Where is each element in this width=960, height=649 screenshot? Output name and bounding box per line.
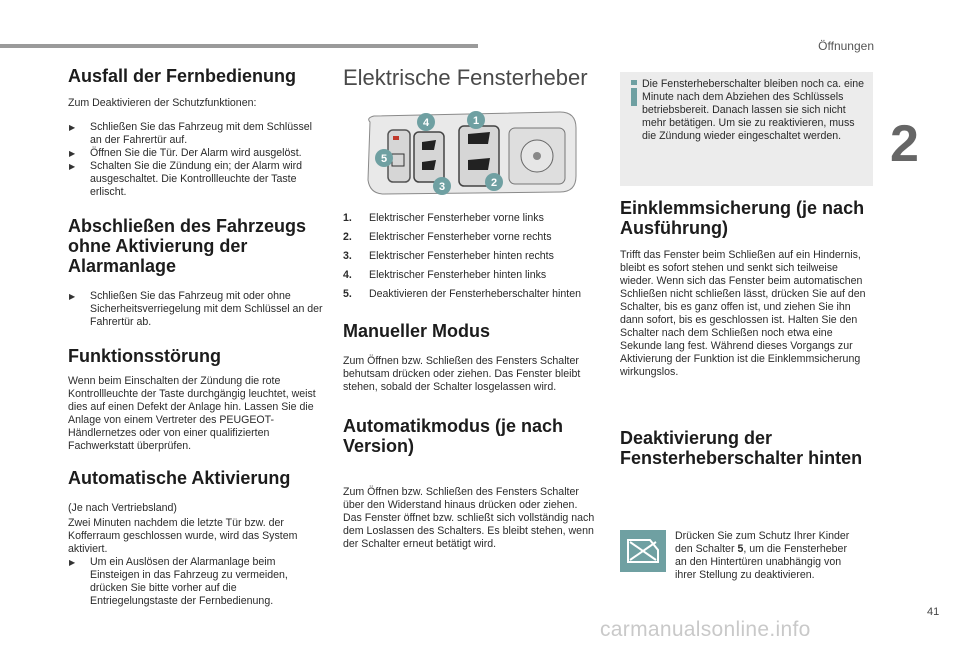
watermark: carmanualsonline.info bbox=[600, 618, 811, 641]
info-icon bbox=[628, 80, 640, 106]
window-switch-figure bbox=[364, 110, 578, 200]
paragraph: Drücken Sie zum Schutz Ihrer Kinder den Schalter 5, um die Fensterheber an den Hintertüren unabhängig von ihrer Stellung zu deaktivieren. bbox=[675, 530, 850, 581]
heading-rear-deactivation: Deaktivierung der Fensterheberschalter hinten bbox=[620, 428, 863, 468]
callout-4: 4 bbox=[422, 117, 430, 129]
heading-power-windows: Elektrische Fensterheber bbox=[343, 65, 588, 90]
bullet-list bbox=[68, 290, 326, 329]
heading-lock-without-alarm: Abschließen des Fahrzeugs ohne Aktivierung der Alarmanlage bbox=[68, 216, 307, 276]
paragraph: Trifft das Fenster beim Schließen auf ein Hindernis, bleibt es sofort stehen und senkt sich teilweise wieder. Wenn sich das Fenster beim automatischen Schließen nicht schließen lässt, drücken Sie auf den Schalter, bis es ganz offen ist, und ziehen Sie ihn dann sofort, bis es geschlossen ist. Halten Sie den Schalter nach dem Schließen noch etwa eine Sekunde lang fest. Während dieses Vorgangs zur Aktivierung der Funktion ist die Einklemmsicherung wirkungslos. bbox=[620, 249, 866, 378]
column-right bbox=[620, 198, 874, 468]
paragraph: Wenn beim Einschalten der Zündung die rote Kontrollleuchte der Taste durchgängig leuchtet, weist dies auf einen Defekt der Anlage hin. Lassen Sie die Anlage von einem Vertreter des PEUGEOT-Händlernetzes oder von einer qualifizierten Fachwerkstatt überprüfen. bbox=[68, 375, 316, 452]
chapter-number: 2 bbox=[890, 115, 919, 173]
list-item: ▶ Öffnen Sie die Tür. Der Alarm wird ausgelöst. bbox=[68, 147, 326, 160]
heading-malfunction: Funktionsstörung bbox=[68, 346, 221, 366]
list-item: ▶ Schließen Sie das Fahrzeug mit oder ohne Sicherheitsverriegelung mit dem Schlüssel an der Fahrertür ab. bbox=[68, 290, 326, 329]
figure-legend bbox=[343, 212, 595, 301]
bullet-list bbox=[68, 121, 326, 199]
callout-1: 1 bbox=[472, 115, 480, 127]
paragraph: Zwei Minuten nachdem die letzte Tür bzw. der Kofferraum geschlossen wurde, wird das System aktiviert. bbox=[68, 517, 298, 555]
column-middle-body bbox=[343, 212, 595, 551]
heading-auto-mode: Automatikmodus (je nach Version) bbox=[343, 416, 564, 456]
child-lock-icon bbox=[620, 530, 666, 572]
switch-rear-left bbox=[414, 132, 444, 182]
heading-manual-mode: Manueller Modus bbox=[343, 321, 491, 341]
list-item: ▶ Um ein Auslösen der Alarmanlage beim Einsteigen in das Fahrzeug zu vermeiden, drücken Sie bitte vorher auf die Entriegelungstaste der Fernbedienung. bbox=[68, 556, 326, 608]
header-bar bbox=[0, 44, 478, 48]
legend-item: 1. Elektrischer Fensterheber vorne links bbox=[343, 212, 544, 224]
info-text: Die Fensterheberschalter bleiben noch ca. eine Minute nach dem Abziehen des Schlüssels betriebsbereit. Danach lassen sie sich nicht mehr betätigen. Um sie zu reaktivieren, muss die Zündung wieder eingeschaltet werden. bbox=[642, 78, 865, 142]
heading-auto-activation: Automatische Aktivierung bbox=[68, 468, 291, 488]
info-box bbox=[620, 72, 873, 186]
callout-5: 5 bbox=[380, 153, 388, 165]
paragraph: Zum Öffnen bzw. Schließen des Fensters Schalter behutsam drücken oder ziehen. Das Fenster bleibt stehen, sobald der Schalter losgelassen wird. bbox=[343, 355, 581, 393]
legend-item: 4. Elektrischer Fensterheber hinten links bbox=[343, 269, 547, 281]
list-item: ▶ Schalten Sie die Zündung ein; der Alarm wird ausgeschaltet. Die Kontrollleuchte der Taste erlischt. bbox=[68, 160, 326, 199]
legend-item: 2. Elektrischer Fensterheber vorne rechts bbox=[343, 231, 552, 243]
page-number: 41 bbox=[927, 606, 940, 618]
list-item: ▶ Schließen Sie das Fahrzeug mit dem Schlüssel an der Fahrertür auf. bbox=[68, 121, 326, 147]
bullet-list bbox=[68, 556, 326, 608]
callout-3: 3 bbox=[438, 181, 446, 193]
paragraph: Zum Öffnen bzw. Schließen des Fensters Schalter über den Widerstand hinaus drücken oder ziehen. Das Fenster öffnet bzw. schließt sich vollständig nach dem Loslassen des Schalters. Es bleibt stehen, wenn der Schalter erneut betätigt wird. bbox=[343, 486, 595, 550]
heading-remote-failure: Ausfall der Fernbedienung bbox=[68, 66, 297, 86]
callout-2: 2 bbox=[490, 177, 498, 189]
legend-item: 3. Elektrischer Fensterheber hinten rechts bbox=[343, 250, 554, 262]
section-label: Öffnungen bbox=[818, 39, 874, 53]
legend-item: 5. Deaktivieren der Fensterheberschalter hinten bbox=[343, 288, 581, 300]
paragraph: Zum Deaktivieren der Schutzfunktionen: bbox=[68, 97, 257, 109]
deactivation-text-block bbox=[675, 530, 855, 582]
column-middle bbox=[343, 66, 595, 90]
paragraph-note: (Je nach Vertriebsland) bbox=[68, 502, 177, 514]
column-left bbox=[68, 66, 326, 608]
heading-anti-pinch: Einklemmsicherung (je nach Ausführung) bbox=[620, 198, 865, 238]
